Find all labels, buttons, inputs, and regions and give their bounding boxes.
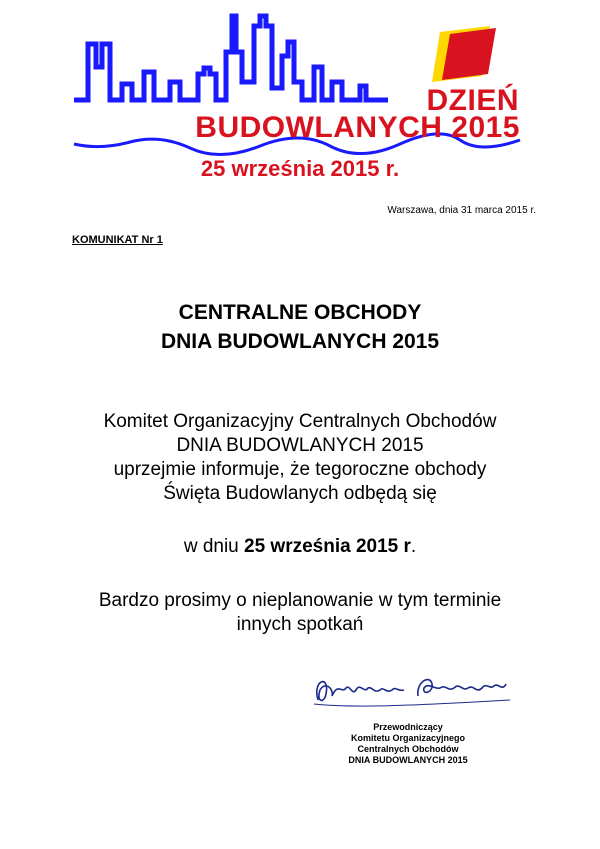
body-line-4: Święta Budowlanych odbędą się [163,483,437,504]
sign-line-1: Przewodniczący [373,722,443,732]
body-line-3: uprzejmie informuje, że tegoroczne obchody [113,459,487,480]
event-date-line [0,536,600,558]
event-logo [70,12,530,192]
request-line-2: innych spotkań [236,614,364,635]
title-line-1: CENTRALNE OBCHODY [178,301,422,324]
date-prefix: w dniu [183,536,245,557]
sign-line-3: Centralnych Obchodów [357,744,459,754]
body-line-2: DNIA BUDOWLANYCH 2015 [176,435,424,456]
logo-title-line1: DZIEŃ [426,84,519,117]
body-line-1: Komitet Organizacyjny Centralnych Obchodów [103,411,497,432]
event-date: 25 września 2015 r [244,536,411,557]
logo-date: 25 września 2015 r. [200,156,400,181]
request-line-1: Bardzo prosimy o nieplanowanie w tym terminie [98,590,502,611]
date-suffix: . [410,536,417,557]
sign-line-2: Komitetu Organizacyjnego [350,733,466,743]
title-line-2: DNIA BUDOWLANYCH 2015 [160,330,440,353]
place-date: Warszawa, dnia 31 marca 2015 r. [387,205,536,216]
document-title [0,298,600,356]
komunikat-heading: KOMUNIKAT Nr 1 [72,234,163,246]
announcement-body [0,410,600,506]
sign-line-4: DNIA BUDOWLANYCH 2015 [348,755,468,765]
request-text [0,589,600,637]
handwritten-signature [290,660,530,720]
signature-block [318,722,498,766]
emblem-icon [432,26,496,82]
logo-title-line2: BUDOWLANYCH 2015 [195,111,520,144]
